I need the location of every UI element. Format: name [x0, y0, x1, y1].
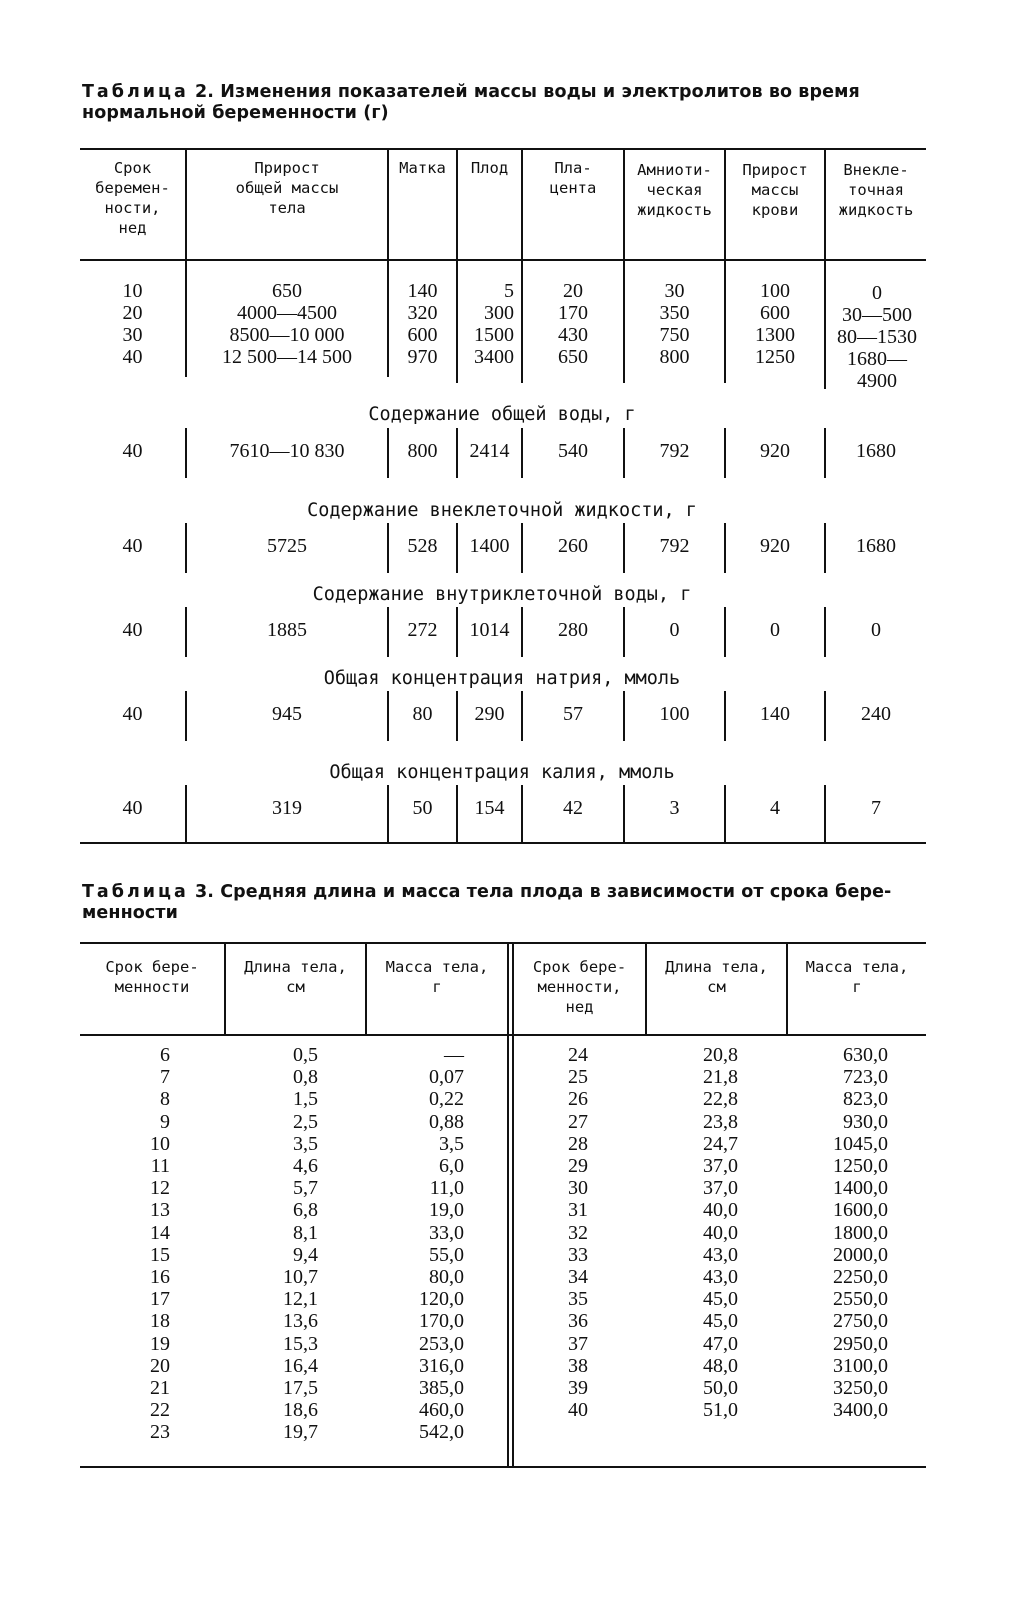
- table2-extracellular-column: 0 30—500 80—1530 1680— 4900: [837, 282, 917, 392]
- table2-section-title: Содержание внутриклеточной воды, г: [312, 584, 692, 605]
- table3-bottom-rule: [80, 1466, 926, 1468]
- table2-header-blood-gain: Прирост массы крови: [742, 161, 808, 219]
- table2-section-cell: 4: [770, 797, 780, 819]
- table2-section-cell: 920: [760, 440, 790, 462]
- table3-length-right-column: 20,8 21,8 22,8 23,8 24,7 37,0 37,0 40,0 40,0 43,0 43,0 45,0 45,0 47,0 48,0 50,0 51,0: [703, 1044, 738, 1422]
- table2-section-cell: 0: [871, 619, 881, 641]
- table2-section-cell: 42: [563, 797, 583, 819]
- table3-header-weeks-left: Срок бере- менности: [105, 958, 199, 996]
- table3-weeks-left-column: 6 7 8 9 10 11 12 13 14 15 16 17 18 19 20 21 22 23: [150, 1044, 170, 1444]
- table2-header-placenta: Пла- цента: [549, 159, 597, 197]
- table2-section-cell: 319: [272, 797, 302, 819]
- table2-header-uterus: Матка: [399, 159, 446, 177]
- table2-fetus-column: 5 300 1500 3400: [474, 280, 514, 368]
- table2-header-amniotic: Амниоти- ческая жидкость: [637, 161, 712, 219]
- table3-mass-left-column: — 0,07 0,22 0,88 3,5 6,0 11,0 19,0 33,0 55,0 80,0 120,0 170,0 253,0 316,0 385,0 460,0 542,0: [419, 1044, 464, 1444]
- table3-caption: [82, 882, 942, 924]
- table2-section-cell: 40: [122, 619, 143, 641]
- table2-section-cell: 260: [558, 535, 588, 557]
- table3-header-rule: [80, 1034, 926, 1036]
- table2-section-cell: 40: [122, 703, 143, 725]
- table2-section-cell: 1014: [469, 619, 510, 641]
- table3-header-mass-left: Масса тела, г: [385, 958, 489, 996]
- table2-bottom-rule: [80, 842, 926, 844]
- table2-section-cell: 40: [122, 797, 143, 819]
- table2-section-cell: 50: [412, 797, 433, 819]
- table2-section-cell: 0: [669, 619, 680, 641]
- table2-section-cell: 154: [474, 797, 505, 819]
- table2-section-title: Содержание общей воды, г: [368, 404, 636, 425]
- table2-section-cell: 57: [563, 703, 583, 725]
- table2-caption-line2: нормальной беременности (г): [82, 103, 389, 123]
- table2-section-cell: 290: [474, 703, 505, 725]
- table3-middle-double-rule: [507, 942, 509, 1468]
- table2-header-extracellular: Внекле- точная жидкость: [838, 161, 914, 219]
- table3-header-mass-right: Масса тела, г: [805, 958, 909, 996]
- table3-caption-line2: менности: [82, 903, 178, 923]
- table3-top-rule: [80, 942, 926, 944]
- table2-weeks-column: 10 20 30 40: [122, 280, 143, 368]
- table2-caption-lead: Таблица: [82, 82, 189, 102]
- table2-caption: [82, 82, 942, 124]
- table2-section-cell: 528: [407, 535, 438, 557]
- table2-section-cell: 1680: [856, 535, 896, 557]
- table2-section-cell: 272: [407, 619, 438, 641]
- table2-section-cell: 80: [412, 703, 433, 725]
- table2-header-rule: [80, 259, 926, 261]
- table2-section-cell: 140: [760, 703, 790, 725]
- table2-section-cell: 800: [407, 440, 438, 462]
- table2-section-cell: 792: [659, 440, 690, 462]
- table2-body-divider: [824, 259, 826, 389]
- table2-section-cell: 792: [659, 535, 690, 557]
- table2-total-gain-column: 650 4000—4500 8500—10 000 12 500—14 500: [222, 280, 352, 368]
- table2-top-rule: [80, 148, 926, 150]
- table2-section-cell: 1885: [267, 619, 307, 641]
- table3-middle-double-rule: [512, 942, 514, 1468]
- table3-length-left-column: 0,5 0,8 1,5 2,5 3,5 4,6 5,7 6,8 8,1 9,4 10,7 12,1 13,6 15,3 16,4 17,5 18,6 19,7: [283, 1044, 318, 1444]
- table2-section-title: Общая концентрация калия, ммоль: [329, 762, 675, 783]
- table2-section-title: Содержание внеклеточной жидкости, г: [307, 500, 697, 521]
- table3-caption-title: 3. Средняя длина и масса тела плода в зависимости от срока бере-: [188, 882, 892, 902]
- table2-header-fetus: Плод: [470, 159, 509, 177]
- table2-section-cell: 3: [669, 797, 680, 819]
- table3-caption-lead: Таблица: [82, 882, 189, 902]
- table2-uterus-column: 140 320 600 970: [407, 280, 438, 368]
- table2-section-cell: 1400: [469, 535, 510, 557]
- table2-section-cell: 7: [871, 797, 881, 819]
- table2-header-weeks: Срок беремен- ности, нед: [95, 159, 170, 237]
- table2-section-cell: 7610—10 830: [229, 440, 345, 462]
- table2-caption-title: 2. Изменения показателей массы воды и электролитов во время: [188, 82, 860, 102]
- table2-amniotic-column: 30 350 750 800: [659, 280, 690, 368]
- table2-section-cell: 100: [659, 703, 690, 725]
- table2-section-title: Общая концентрация натрия, ммоль: [323, 668, 681, 689]
- table2-section-cell: 945: [272, 703, 302, 725]
- table2-blood-column: 100 600 1300 1250: [755, 280, 795, 368]
- table3-weeks-right-column: 24 25 26 27 28 29 30 31 32 33 34 35 36 37 38 39 40: [568, 1044, 588, 1422]
- table2-section-cell: 240: [861, 703, 891, 725]
- table2-section-cell: 0: [770, 619, 780, 641]
- table2-section-cell: 2414: [469, 440, 510, 462]
- table2-placenta-column: 20 170 430 650: [558, 280, 588, 368]
- table2-section-cell: 1680: [856, 440, 896, 462]
- table3-header-weeks-right: Срок бере- менности, нед: [532, 958, 627, 1016]
- table3-mass-right-column: 630,0 723,0 823,0 930,0 1045,0 1250,0 1400,0 1600,0 1800,0 2000,0 2250,0 2550,0 2750,0 2950,0 3100,0 3250,0 3400,0: [833, 1044, 888, 1422]
- table3-header-length-left: Длина тела, см: [244, 958, 347, 996]
- table2-section-cell: 40: [122, 535, 143, 557]
- table2-section-cell: 5725: [267, 535, 307, 557]
- table2-section-cell: 920: [760, 535, 790, 557]
- table2-section-cell: 40: [122, 440, 143, 462]
- table2-header-total-gain: Прирост общей массы тела: [235, 159, 339, 217]
- table2-section-cell: 540: [558, 440, 588, 462]
- table2-section-cell: 280: [558, 619, 588, 641]
- table3-header-length-right: Длина тела, см: [665, 958, 768, 996]
- table2-body-divider: [185, 259, 187, 377]
